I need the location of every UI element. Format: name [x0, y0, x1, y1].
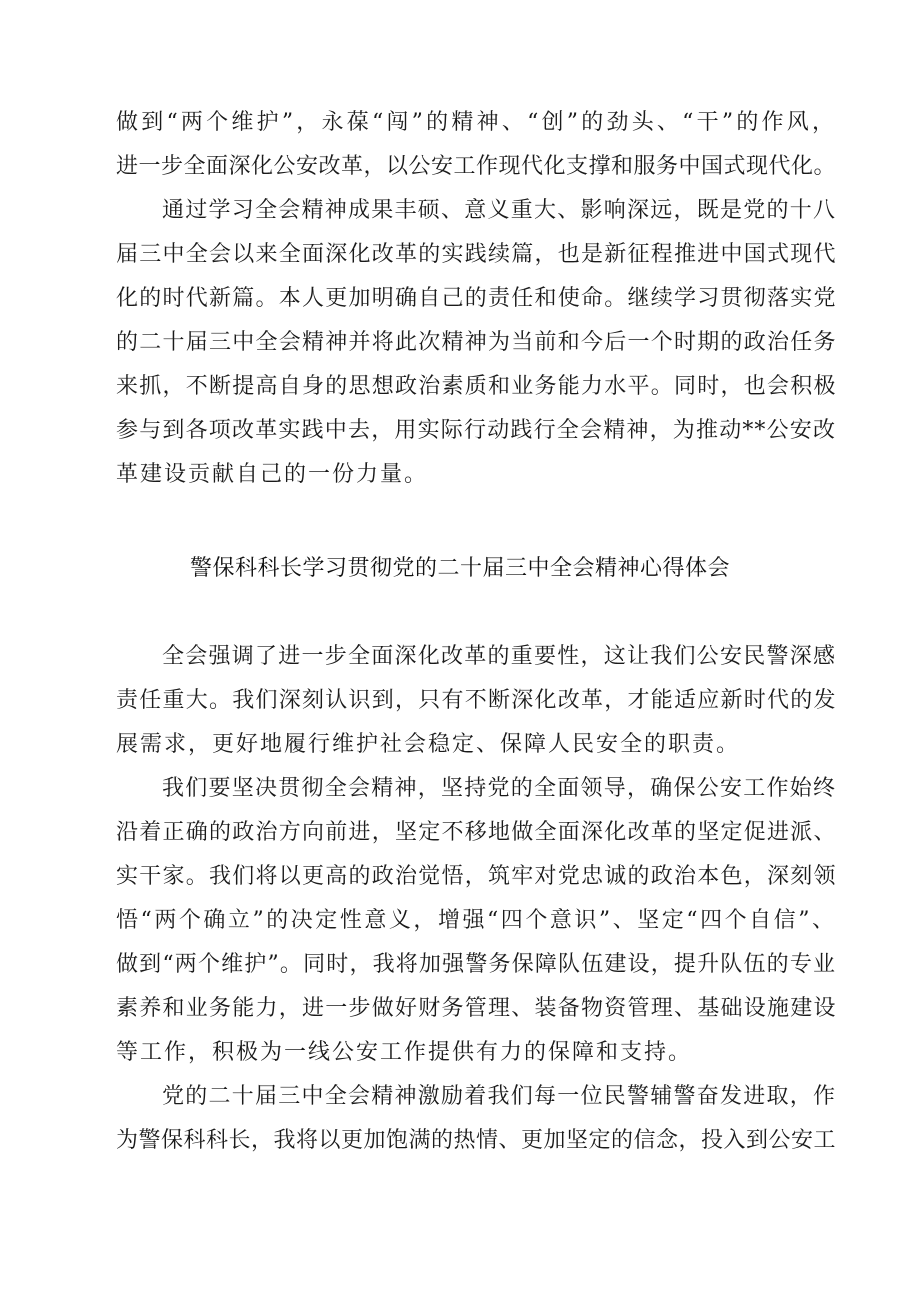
paragraph-line: 参与到各项改革实践中去，用实际行动践行全会精神，为推动**公安改 [116, 418, 836, 443]
paragraph-line: 展需求，更好地履行维护社会稳定、保障人民安全的职责。 [116, 732, 741, 757]
paragraph-line: 来抓，不断提高自身的思想政治素质和业务能力水平。同时，也会积极 [116, 374, 837, 399]
paragraph-line: 化的时代新篇。本人更加明确自己的责任和使命。继续学习贯彻落实党 [116, 286, 837, 311]
article-title: 警保科科长学习贯彻党的二十届三中全会精神心得体会 [189, 556, 730, 581]
paragraph-line: 等工作，积极为一线公安工作提供有力的保障和支持。 [116, 1040, 693, 1065]
paragraph-line: 做到“两个维护”。同时，我将加强警务保障队伍建设，提升队伍的专业 [116, 952, 836, 977]
paragraph-line: 进一步全面深化公安改革，以公安工作现代化支撑和服务中国式现代化。 [116, 154, 837, 179]
paragraph-line: 我们要坚决贯彻全会精神，坚持党的全面领导，确保公安工作始终 [162, 776, 837, 801]
paragraph-line: 为警保科科长，我将以更加饱满的热情、更加坚定的信念，投入到公安工 [116, 1128, 837, 1153]
paragraph-line: 实干家。我们将以更高的政治觉悟，筑牢对党忠诚的政治本色，深刻领 [116, 864, 837, 889]
paragraph-line: 革建设贡献自己的一份力量。 [116, 462, 429, 487]
paragraph-line: 通过学习全会精神成果丰硕、意义重大、影响深远，既是党的十八 [162, 198, 837, 223]
paragraph-line: 届三中全会以来全面深化改革的实践续篇，也是新征程推进中国式现代 [116, 242, 837, 267]
paragraph-line: 素养和业务能力，进一步做好财务管理、装备物资管理、基础设施建设 [116, 996, 837, 1021]
paragraph-line: 沿着正确的政治方向前进，坚定不移地做全面深化改革的坚定促进派、 [116, 820, 837, 845]
paragraph-line: 悟“两个确立”的决定性意义，增强“四个意识”、坚定“四个自信”、 [116, 908, 837, 933]
paragraph-line: 的二十届三中全会精神并将此次精神为当前和今后一个时期的政治任务 [116, 330, 837, 355]
paragraph-line: 责任重大。我们深刻认识到，只有不断深化改革，才能适应新时代的发 [116, 688, 837, 713]
paragraph-line: 全会强调了进一步全面深化改革的重要性，这让我们公安民警深感 [162, 644, 837, 669]
paragraph-line: 党的二十届三中全会精神激励着我们每一位民警辅警奋发进取，作 [162, 1084, 837, 1109]
paragraph-line: 做到“两个维护”，永葆“闯”的精神、“创”的劲头、“干”的作风， [116, 110, 836, 135]
